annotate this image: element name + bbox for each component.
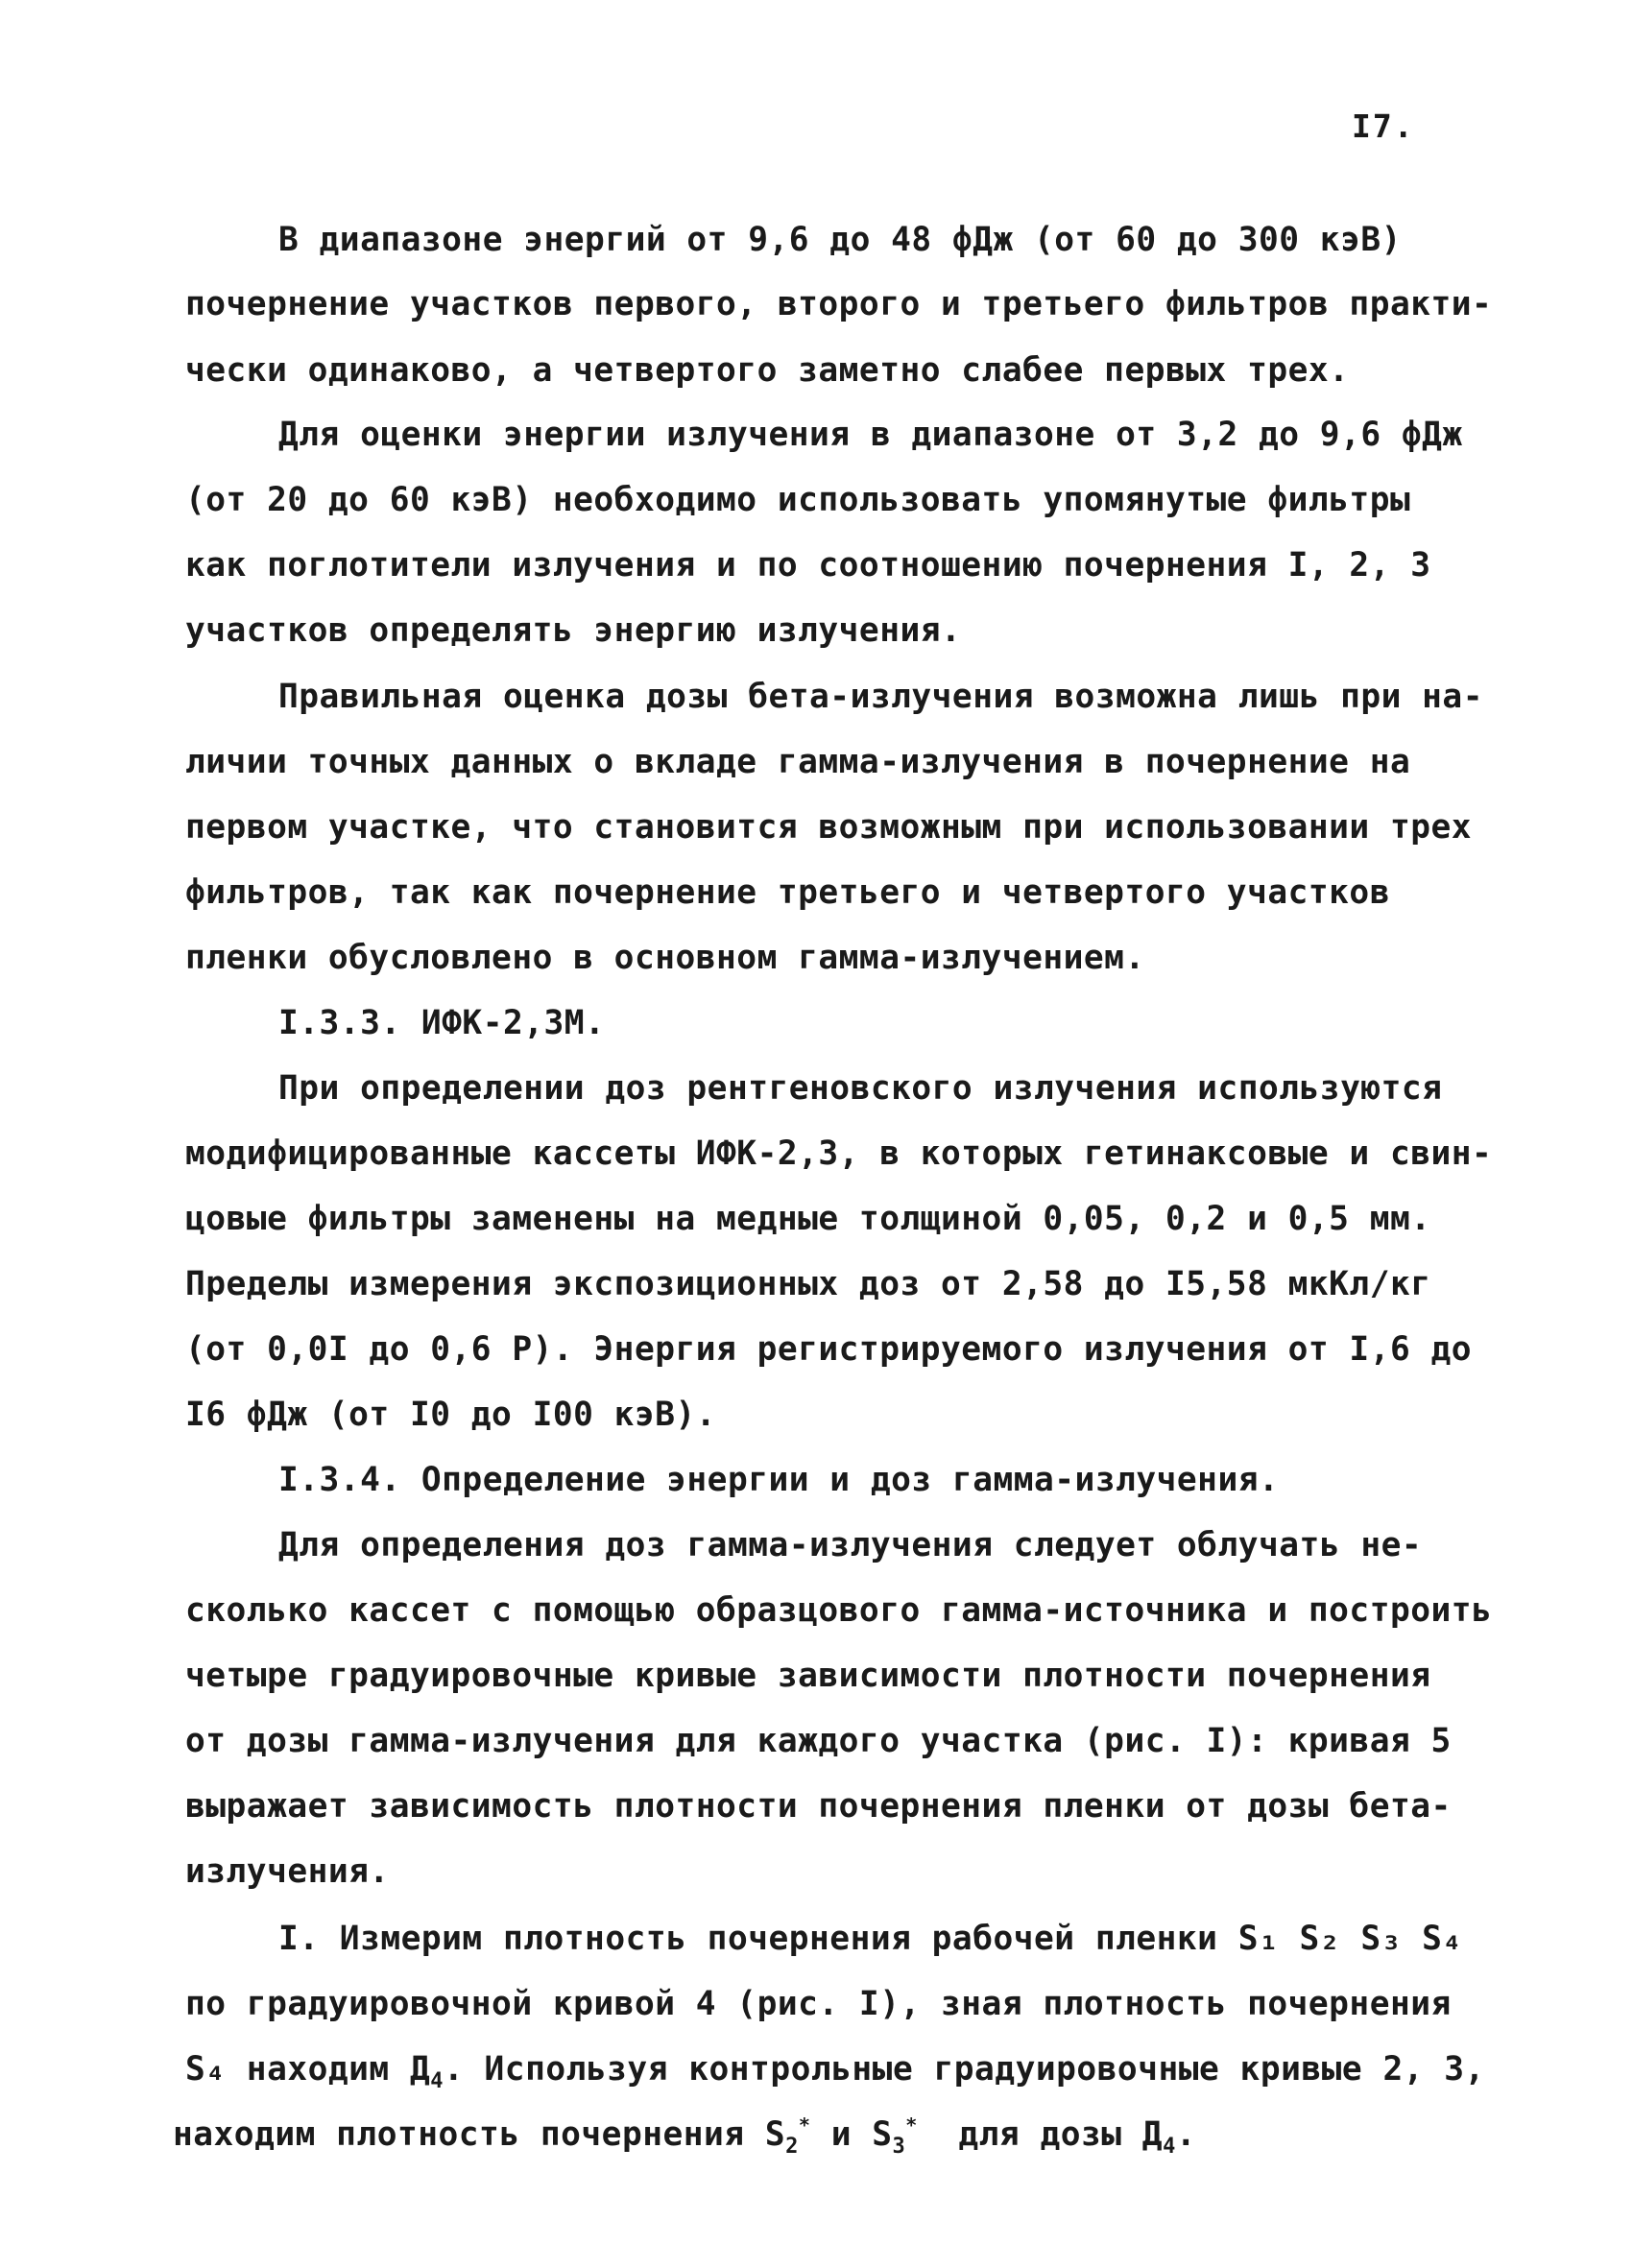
text-fragment: для дозы Д (917, 2115, 1164, 2154)
superscript: * (798, 2113, 811, 2137)
text-line: первом участке, что становится возможным при использовании трех (185, 808, 1473, 847)
text-fragment: и (810, 2115, 873, 2154)
text-fragment: S₄ находим Д (185, 2050, 431, 2089)
superscript: * (905, 2113, 918, 2137)
subscript: 4 (1163, 2135, 1176, 2159)
section-heading: I.3.4. Определение энергии и доз гамма-излучения. (278, 1461, 1280, 1499)
text-line: I. Измерим плотность почернения рабочей пленки S₁ S₂ S₃ S₄ (278, 1920, 1463, 1958)
text-line: фильтров, так как почернение третьего и четвертого участков (185, 873, 1390, 912)
text-line: В диапазоне энергий от 9,6 до 48 фДж (от 60 до 300 кэВ) (278, 221, 1402, 259)
text-line: излучения. (185, 1852, 390, 1891)
text-line: как поглотители излучения и по соотношению почернения I, 2, 3 (185, 546, 1431, 585)
symbol-s3: S (872, 2115, 893, 2154)
text-line: I6 фДж (от I0 до I00 кэВ). (185, 1396, 717, 1434)
text-line: цовые фильтры заменены на медные толщиной 0,05, 0,2 и 0,5 мм. (185, 1200, 1431, 1238)
section-heading: I.3.3. ИФК-2,3М. (278, 1004, 606, 1042)
text-line: (от 20 до 60 кэВ) необходимо использовать упомянутые фильтры (185, 481, 1411, 519)
text-fragment: находим плотность почернения (173, 2115, 765, 2154)
text-line (173, 2113, 1197, 2159)
text-line: по градуировочной кривой 4 (рис. I), зная плотность почернения (185, 1985, 1452, 2023)
text-line: почернение участков первого, второго и третьего фильтров практи- (185, 285, 1493, 323)
subscript: 2 (785, 2135, 799, 2159)
text-line: Для оценки энергии излучения в диапазоне от 3,2 до 9,6 фДж (278, 416, 1463, 454)
text-line: участков определять энергию излучения. (185, 611, 962, 650)
text-line (185, 2050, 1485, 2093)
text-line: Для определения доз гамма-излучения следует облучать не- (278, 1526, 1423, 1564)
text-line: четыре градуировочные кривые зависимости плотности почернения (185, 1657, 1431, 1695)
text-line: личии точных данных о вкладе гамма-излучения в почернение на (185, 743, 1411, 781)
text-line: сколько кассет с помощью образцового гамма-источника и построить (185, 1591, 1493, 1630)
text-fragment: . Используя контрольные градуировочные кривые 2, 3, (444, 2050, 1485, 2089)
text-fragment: . (1175, 2115, 1197, 2154)
subscript: 4 (430, 2069, 444, 2093)
text-line: выражает зависимость плотности почернения пленки от дозы бета- (185, 1787, 1452, 1826)
page-number: I7. (1352, 107, 1415, 145)
subscript: 3 (892, 2135, 906, 2159)
text-line: Правильная оценка дозы бета-излучения возможна лишь при на- (278, 678, 1483, 716)
text-line: пленки обусловлено в основном гамма-излучением. (185, 939, 1145, 977)
text-line: от дозы гамма-излучения для каждого участка (рис. I): кривая 5 (185, 1722, 1452, 1760)
text-line: При определении доз рентгеновского излучения используются (278, 1069, 1443, 1108)
text-line: Пределы измерения экспозиционных доз от 2,58 до I5,58 мкКл/кг (185, 1265, 1431, 1303)
text-line: (от 0,0I до 0,6 Р). Энергия регистрируемого излучения от I,6 до (185, 1330, 1473, 1369)
text-line: модифицированные кассеты ИФК-2,3, в которых гетинаксовые и свин- (185, 1134, 1493, 1173)
symbol-s2: S (764, 2115, 786, 2154)
text-line: чески одинаково, а четвертого заметно слабее первых трех. (185, 351, 1350, 390)
